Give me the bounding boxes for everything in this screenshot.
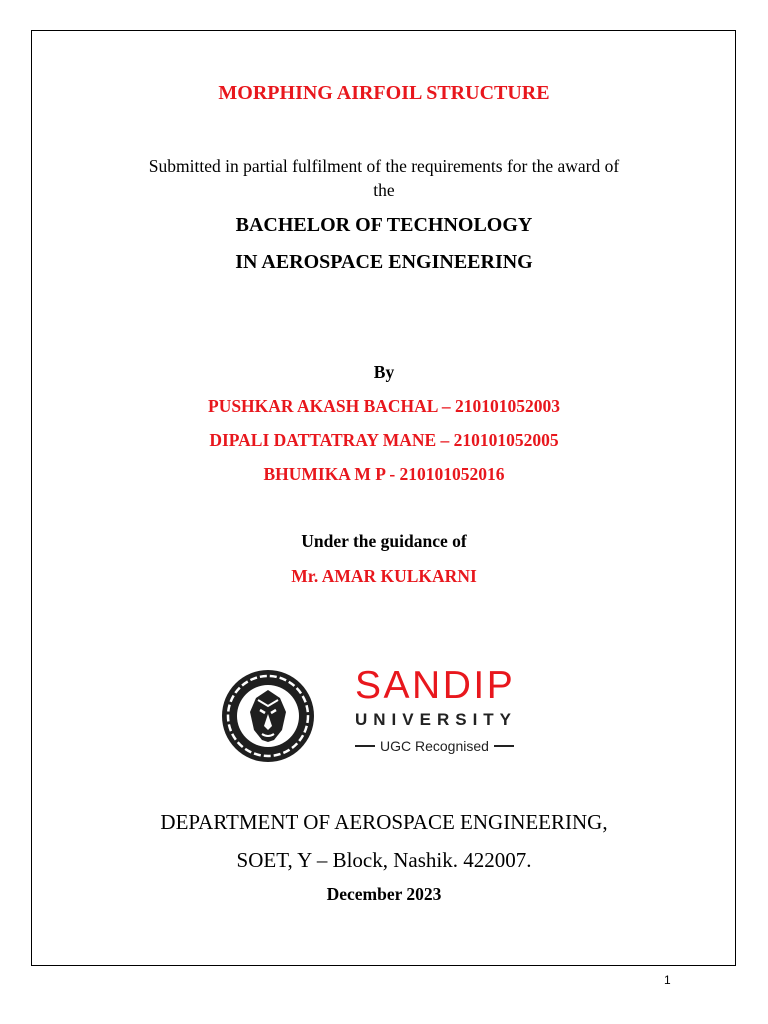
submission-text-line1: Submitted in partial fulfilment of the requirements for the award of <box>148 156 620 176</box>
university-logo <box>218 664 550 764</box>
department-name: DEPARTMENT OF AEROSPACE ENGINEERING, <box>160 810 608 834</box>
guidance-label: Under the guidance of <box>301 531 467 551</box>
degree-discipline: IN AEROSPACE ENGINEERING <box>235 251 533 273</box>
project-title: MORPHING AIRFOIL STRUCTURE <box>218 82 550 104</box>
logo-name: SANDIP <box>355 664 516 707</box>
submission-date: December 2023 <box>326 884 442 904</box>
logo-tagline <box>355 738 550 754</box>
guide-name: Mr. AMAR KULKARNI <box>291 566 477 586</box>
logo-tagline-text: UGC Recognised <box>380 738 489 754</box>
lion-head-icon <box>218 668 318 764</box>
page-number: 1 <box>664 973 671 987</box>
divider <box>355 745 375 747</box>
divider <box>494 745 514 747</box>
author-2: DIPALI DATTATRAY MANE – 210101052005 <box>209 430 559 450</box>
submission-text-line2: the <box>373 180 395 200</box>
author-1: PUSHKAR AKASH BACHAL – 210101052003 <box>208 396 560 416</box>
author-3: BHUMIKA M P - 210101052016 <box>263 464 505 484</box>
department-address: SOET, Y – Block, Nashik. 422007. <box>236 848 532 872</box>
logo-subtitle: UNIVERSITY <box>355 710 518 729</box>
degree-title: BACHELOR OF TECHNOLOGY <box>235 214 533 236</box>
by-label: By <box>373 362 395 382</box>
